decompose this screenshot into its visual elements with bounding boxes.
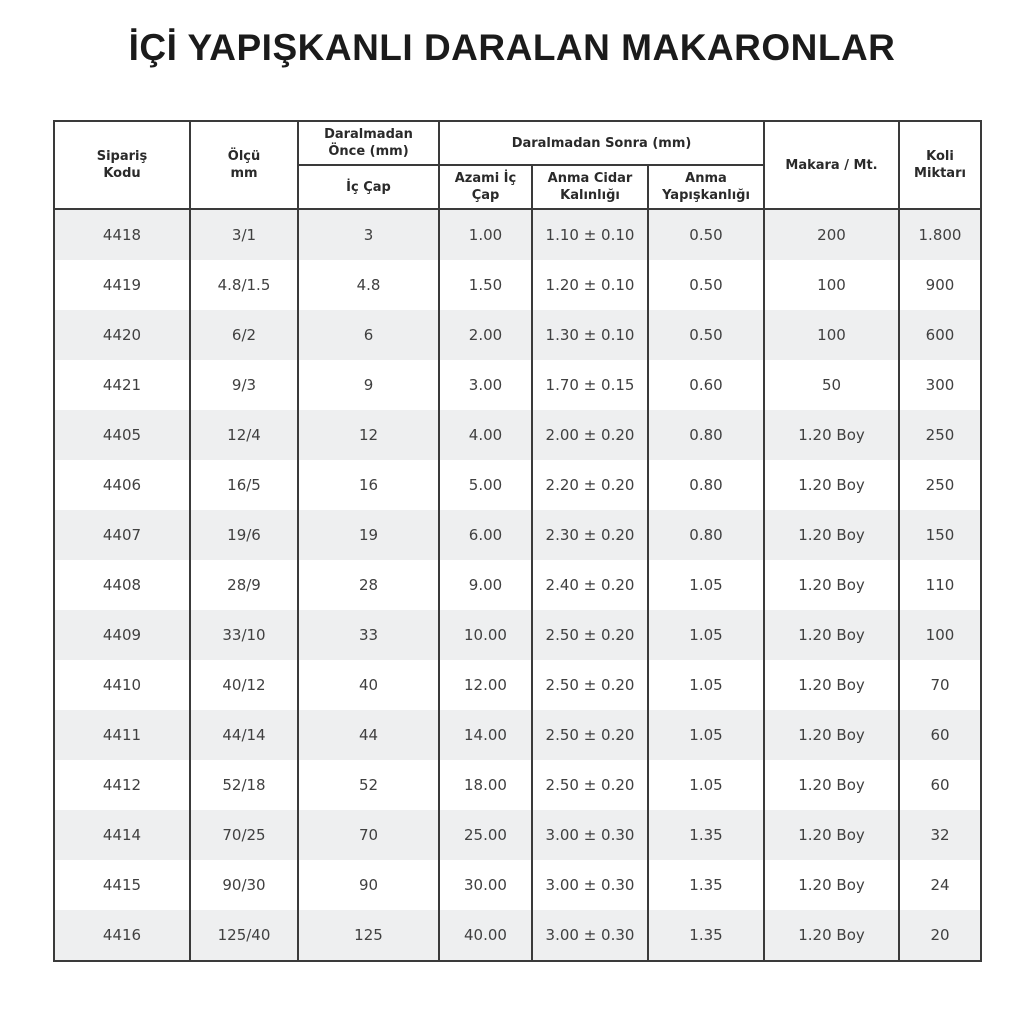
- cell-makara: 1.20 Boy: [764, 660, 899, 710]
- cell-makara: 100: [764, 310, 899, 360]
- cell-azami-ic-cap: 3.00: [439, 360, 532, 410]
- cell-makara: 1.20 Boy: [764, 710, 899, 760]
- cell-anma-yapiskanligi: 1.05: [648, 560, 764, 610]
- cell-anma-cidar: 2.50 ± 0.20: [532, 610, 648, 660]
- cell-anma-yapiskanligi: 1.35: [648, 810, 764, 860]
- cell-azami-ic-cap: 2.00: [439, 310, 532, 360]
- cell-makara: 50: [764, 360, 899, 410]
- header-anma-cidar: Anma Cidar Kalınlığı: [532, 165, 648, 209]
- cell-makara: 1.20 Boy: [764, 460, 899, 510]
- cell-anma-cidar: 3.00 ± 0.30: [532, 810, 648, 860]
- cell-koli: 60: [899, 760, 981, 810]
- cell-koli: 1.800: [899, 209, 981, 260]
- cell-makara: 1.20 Boy: [764, 560, 899, 610]
- cell-olcu: 19/6: [190, 510, 298, 560]
- cell-anma-yapiskanligi: 0.80: [648, 510, 764, 560]
- cell-anma-cidar: 1.70 ± 0.15: [532, 360, 648, 410]
- cell-olcu: 16/5: [190, 460, 298, 510]
- cell-siparis-kodu: 4415: [54, 860, 190, 910]
- cell-ic-cap: 19: [298, 510, 439, 560]
- cell-ic-cap: 3: [298, 209, 439, 260]
- cell-olcu: 44/14: [190, 710, 298, 760]
- cell-anma-yapiskanligi: 0.50: [648, 209, 764, 260]
- cell-azami-ic-cap: 14.00: [439, 710, 532, 760]
- cell-siparis-kodu: 4409: [54, 610, 190, 660]
- cell-ic-cap: 125: [298, 910, 439, 961]
- cell-ic-cap: 44: [298, 710, 439, 760]
- cell-koli: 100: [899, 610, 981, 660]
- cell-siparis-kodu: 4410: [54, 660, 190, 710]
- cell-olcu: 6/2: [190, 310, 298, 360]
- cell-siparis-kodu: 4406: [54, 460, 190, 510]
- cell-makara: 1.20 Boy: [764, 610, 899, 660]
- cell-koli: 900: [899, 260, 981, 310]
- cell-anma-yapiskanligi: 1.05: [648, 760, 764, 810]
- header-makara: Makara / Mt.: [764, 121, 899, 209]
- cell-azami-ic-cap: 6.00: [439, 510, 532, 560]
- cell-azami-ic-cap: 1.00: [439, 209, 532, 260]
- cell-ic-cap: 70: [298, 810, 439, 860]
- table-row: [54, 510, 981, 560]
- cell-olcu: 33/10: [190, 610, 298, 660]
- cell-anma-yapiskanligi: 1.05: [648, 610, 764, 660]
- cell-ic-cap: 33: [298, 610, 439, 660]
- table-row: [54, 560, 981, 610]
- cell-anma-cidar: 1.10 ± 0.10: [532, 209, 648, 260]
- spec-table: [53, 120, 982, 962]
- page-title: İÇİ YAPIŞKANLI DARALAN MAKARONLAR: [128, 27, 896, 68]
- cell-azami-ic-cap: 30.00: [439, 860, 532, 910]
- table-row: [54, 710, 981, 760]
- cell-siparis-kodu: 4418: [54, 209, 190, 260]
- cell-makara: 1.20 Boy: [764, 510, 899, 560]
- cell-ic-cap: 40: [298, 660, 439, 710]
- cell-siparis-kodu: 4408: [54, 560, 190, 610]
- cell-siparis-kodu: 4416: [54, 910, 190, 961]
- cell-anma-cidar: 2.00 ± 0.20: [532, 410, 648, 460]
- cell-azami-ic-cap: 5.00: [439, 460, 532, 510]
- cell-anma-yapiskanligi: 0.50: [648, 260, 764, 310]
- cell-olcu: 28/9: [190, 560, 298, 610]
- cell-ic-cap: 16: [298, 460, 439, 510]
- cell-anma-yapiskanligi: 0.80: [648, 410, 764, 460]
- header-siparis-kodu: Sipariş Kodu: [54, 121, 190, 209]
- cell-siparis-kodu: 4405: [54, 410, 190, 460]
- table-row: [54, 810, 981, 860]
- cell-anma-yapiskanligi: 0.80: [648, 460, 764, 510]
- table-row: [54, 610, 981, 660]
- table-header: [54, 121, 981, 209]
- cell-anma-yapiskanligi: 1.05: [648, 710, 764, 760]
- cell-olcu: 70/25: [190, 810, 298, 860]
- cell-anma-cidar: 2.20 ± 0.20: [532, 460, 648, 510]
- cell-olcu: 90/30: [190, 860, 298, 910]
- cell-olcu: 12/4: [190, 410, 298, 460]
- cell-ic-cap: 90: [298, 860, 439, 910]
- cell-koli: 32: [899, 810, 981, 860]
- header-daralmadan-sonra: Daralmadan Sonra (mm): [439, 121, 764, 165]
- cell-azami-ic-cap: 4.00: [439, 410, 532, 460]
- cell-azami-ic-cap: 25.00: [439, 810, 532, 860]
- table-row: [54, 209, 981, 260]
- table-row: [54, 360, 981, 410]
- cell-anma-cidar: 3.00 ± 0.30: [532, 860, 648, 910]
- table-row: [54, 660, 981, 710]
- cell-ic-cap: 9: [298, 360, 439, 410]
- table-row: [54, 310, 981, 360]
- header-anma-yapiskanligi: Anma Yapışkanlığı: [648, 165, 764, 209]
- cell-siparis-kodu: 4420: [54, 310, 190, 360]
- cell-azami-ic-cap: 40.00: [439, 910, 532, 961]
- cell-koli: 24: [899, 860, 981, 910]
- table-row: [54, 860, 981, 910]
- cell-makara: 1.20 Boy: [764, 760, 899, 810]
- table-row: [54, 410, 981, 460]
- table-row: [54, 760, 981, 810]
- cell-makara: 1.20 Boy: [764, 910, 899, 961]
- cell-anma-cidar: 2.50 ± 0.20: [532, 710, 648, 760]
- cell-anma-cidar: 2.50 ± 0.20: [532, 760, 648, 810]
- cell-makara: 1.20 Boy: [764, 410, 899, 460]
- cell-anma-yapiskanligi: 1.35: [648, 860, 764, 910]
- cell-anma-cidar: 1.20 ± 0.10: [532, 260, 648, 310]
- cell-koli: 60: [899, 710, 981, 760]
- cell-koli: 70: [899, 660, 981, 710]
- cell-olcu: 125/40: [190, 910, 298, 961]
- cell-koli: 110: [899, 560, 981, 610]
- cell-koli: 20: [899, 910, 981, 961]
- cell-siparis-kodu: 4407: [54, 510, 190, 560]
- cell-koli: 300: [899, 360, 981, 410]
- cell-ic-cap: 12: [298, 410, 439, 460]
- cell-ic-cap: 28: [298, 560, 439, 610]
- header-ic-cap: İç Çap: [298, 165, 439, 209]
- cell-olcu: 9/3: [190, 360, 298, 410]
- cell-ic-cap: 52: [298, 760, 439, 810]
- cell-siparis-kodu: 4414: [54, 810, 190, 860]
- header-daralmadan-once: Daralmadan Önce (mm): [298, 121, 439, 165]
- cell-siparis-kodu: 4421: [54, 360, 190, 410]
- cell-koli: 600: [899, 310, 981, 360]
- cell-ic-cap: 4.8: [298, 260, 439, 310]
- cell-makara: 100: [764, 260, 899, 310]
- cell-olcu: 3/1: [190, 209, 298, 260]
- cell-siparis-kodu: 4411: [54, 710, 190, 760]
- header-olcu: Ölçü mm: [190, 121, 298, 209]
- cell-anma-cidar: 2.50 ± 0.20: [532, 660, 648, 710]
- cell-ic-cap: 6: [298, 310, 439, 360]
- cell-koli: 250: [899, 460, 981, 510]
- cell-anma-cidar: 2.40 ± 0.20: [532, 560, 648, 610]
- header-koli: Koli Miktarı: [899, 121, 981, 209]
- cell-olcu: 4.8/1.5: [190, 260, 298, 310]
- cell-siparis-kodu: 4419: [54, 260, 190, 310]
- cell-makara: 1.20 Boy: [764, 810, 899, 860]
- cell-anma-yapiskanligi: 1.35: [648, 910, 764, 961]
- cell-azami-ic-cap: 18.00: [439, 760, 532, 810]
- cell-koli: 150: [899, 510, 981, 560]
- cell-azami-ic-cap: 1.50: [439, 260, 532, 310]
- cell-makara: 200: [764, 209, 899, 260]
- cell-koli: 250: [899, 410, 981, 460]
- cell-anma-yapiskanligi: 1.05: [648, 660, 764, 710]
- cell-olcu: 40/12: [190, 660, 298, 710]
- table-row: [54, 910, 981, 961]
- cell-makara: 1.20 Boy: [764, 860, 899, 910]
- cell-anma-cidar: 2.30 ± 0.20: [532, 510, 648, 560]
- cell-anma-yapiskanligi: 0.50: [648, 310, 764, 360]
- cell-anma-yapiskanligi: 0.60: [648, 360, 764, 410]
- cell-anma-cidar: 1.30 ± 0.10: [532, 310, 648, 360]
- cell-azami-ic-cap: 12.00: [439, 660, 532, 710]
- table-body: [54, 209, 981, 961]
- cell-anma-cidar: 3.00 ± 0.30: [532, 910, 648, 961]
- table-row: [54, 260, 981, 310]
- table-row: [54, 460, 981, 510]
- header-azami-ic-cap: Azami İç Çap: [439, 165, 532, 209]
- cell-siparis-kodu: 4412: [54, 760, 190, 810]
- cell-olcu: 52/18: [190, 760, 298, 810]
- cell-azami-ic-cap: 10.00: [439, 610, 532, 660]
- cell-azami-ic-cap: 9.00: [439, 560, 532, 610]
